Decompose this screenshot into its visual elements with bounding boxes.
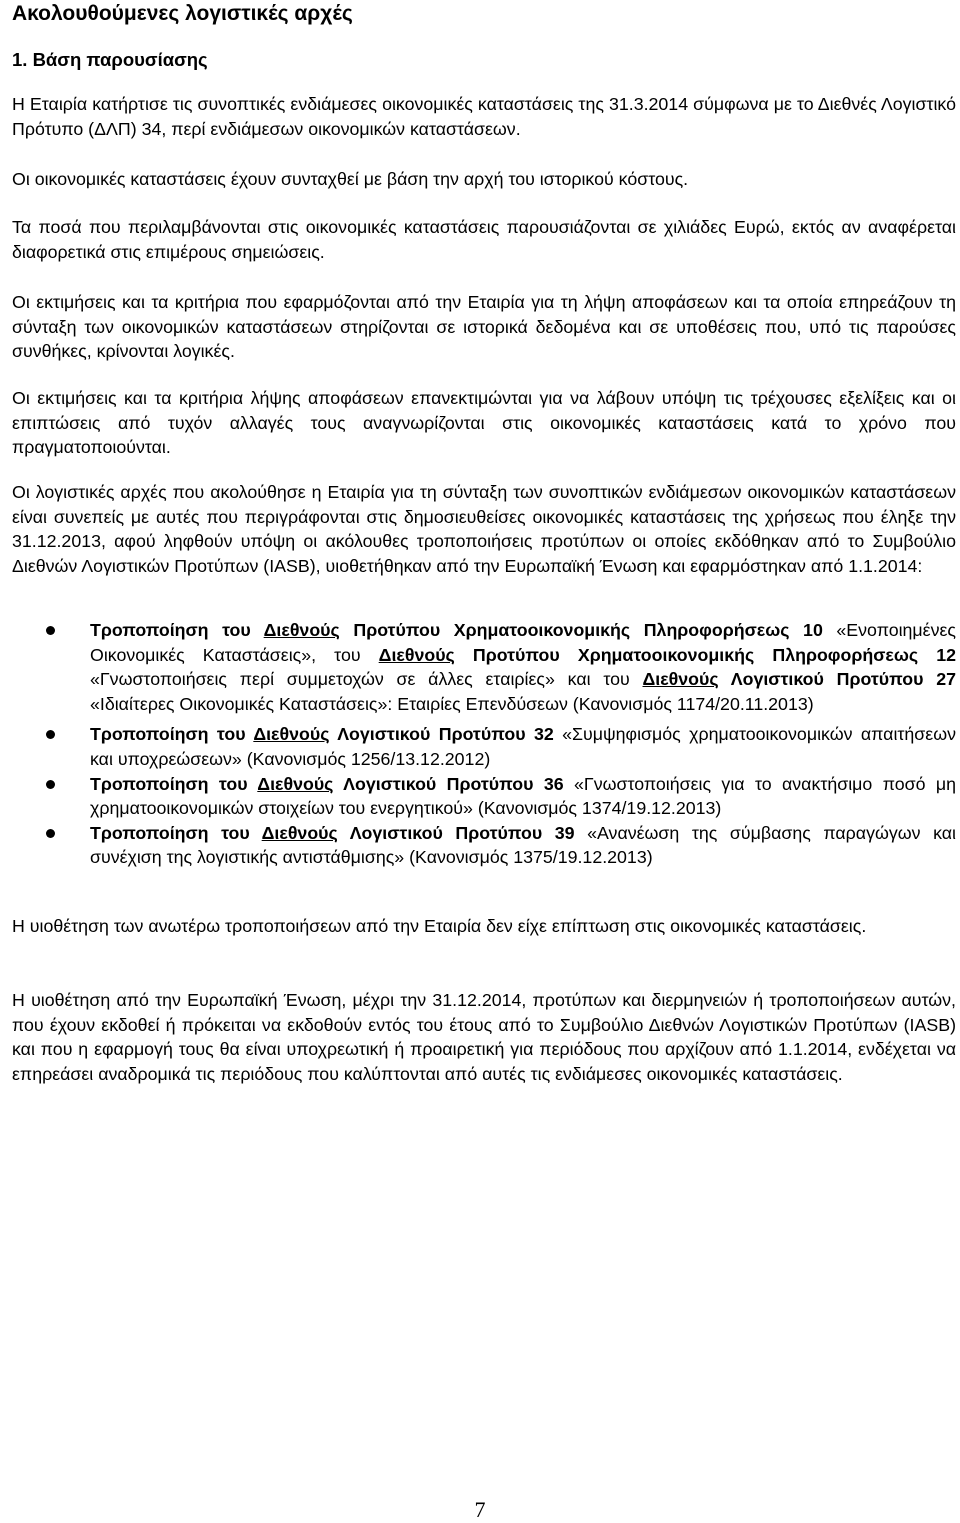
list-item [12,821,956,870]
bullet-icon [46,829,55,838]
paragraph-adoption-impact: Η υιοθέτηση των ανωτέρω τροποποιήσεων από την Εταιρία δεν είχε επίπτωση στις οικονομικές καταστάσεις. [12,916,867,936]
list-item-underlined: Διεθνούς [257,773,334,794]
list-item-bold: Λογιστικού Προτύπου 27 [718,669,957,690]
section-heading: 1. Βάση παρουσίασης [12,49,208,70]
page-title: Ακολουθούμενες λογιστικές αρχές [12,2,353,25]
paragraph-historical-cost: Οι οικονομικές καταστάσεις έχουν συνταχθεί με βάση την αρχή του ιστορικού κόστους. [12,169,689,189]
list-item-bold: Τροποποίηση του [90,773,258,794]
list-item-underlined: Διεθνούς [378,644,455,665]
list-item-text: «Γνωστοποιήσεις για το ανακτήσιμο ποσό μη χρηματοοικονομικών στοιχείων του ενεργητικού» (Κανονισμός 1374/19.12.2013) [90,773,956,819]
list-item-underlined: Διεθνούς [642,669,719,690]
bullet-icon [46,730,55,739]
amendments-list [12,618,956,870]
list-item-bold: Προτύπου Χρηματοοικονομικής Πληροφορήσεως 10 [339,620,823,640]
list-item-bold: Προτύπου Χρηματοοικονομικής Πληροφορήσεως 12 [454,644,956,665]
list-item-text: «Ανανέωση της σύμβασης παραγώγων και συνέχιση της λογιστικής αντιστάθμισης» (Κανονισμός 1375/19.12.2013) [90,822,956,868]
paragraph-reassessment: Οι εκτιμήσεις και τα κριτήρια λήψης αποφάσεων επανεκτιμώνται για να λάβουν υπόψη τις τρέχουσες εξελίξεις και οι επιπτώσεις από τυχόν αλλαγές τους αναγνωρίζονται στις οικονομικές καταστάσεις κατά το χρόνο που πραγματοποιούνται. [12,388,956,458]
list-item [12,722,956,771]
list-item-underlined: Διεθνούς [253,724,330,745]
list-item-text: «Ιδιαίτερες Οικονομικές Καταστάσεις»: Εταιρίες Επενδύσεων (Κανονισμός 1174/20.11.2013) [90,693,814,714]
bullet-icon [46,626,55,635]
list-item-text: «Γνωστοποιήσεις περί συμμετοχών σε άλλες εταιρίες» και του [90,669,643,690]
list-item-text: «Συμψηφισμός χρηματοοικονομικών απαιτήσεων και υποχρεώσεων» (Κανονισμός 1256/13.12.2012) [90,724,956,769]
paragraph-basis: Η Εταιρία κατήρτισε τις συνοπτικές ενδιάμεσες οικονομικές καταστάσεις της 31.3.2014 σύμφωνα με το Διεθνές Λογιστικό Πρότυπο (ΔΛΠ) 34, περί ενδιάμεσων οικονομικών καταστάσεων. [12,94,956,139]
list-item [12,618,956,716]
list-item-underlined: Διεθνούς [263,620,340,640]
list-item-bold: Τροποποίηση του [90,620,264,640]
list-item-bold: Λογιστικού Προτύπου 36 [333,773,564,794]
list-item-bold: Τροποποίηση του [90,724,254,745]
list-item-bold: Λογιστικού Προτύπου 32 [329,724,554,745]
bullet-icon [46,780,55,789]
paragraph-accounting-policies: Οι λογιστικές αρχές που ακολούθησε η Εταιρία για τη σύνταξη των συνοπτικών ενδιάμεσων οικονομικών καταστάσεων είναι συνεπείς με αυτές που περιγράφονται στις δημοσιευθείσες οικονομικές καταστάσεις της χρήσεως που έληξε την 31.12.2013, αφού ληφθούν υπόψη οι ακόλουθες τροποποιήσεις προτύπων οι οποίες εκδόθηκαν από το Συμβούλιο Διεθνών Λογιστικών Προτύπων (IASB), υιοθετήθηκαν από την Ευρωπαϊκή Ένωση και εφαρμόστηκαν από 1.1.2014: [12,482,956,576]
list-item-bold: Τροποποίηση του [90,822,262,843]
list-item-underlined: Διεθνούς [261,822,338,843]
paragraph-currency: Τα ποσά που περιλαμβάνονται στις οικονομικές καταστάσεις παρουσιάζονται σε χιλιάδες Ευρώ, εκτός αν αναφέρεται διαφορετικά στις επιμέρους σημειώσεις. [12,217,956,262]
list-item-bold: Λογιστικού Προτύπου 39 [337,822,575,843]
page-number: 7 [474,1497,486,1522]
paragraph-future-adoption: Η υιοθέτηση από την Ευρωπαϊκή Ένωση, μέχρι την 31.12.2014, προτύπων και διερμηνειών ή τροποποιήσεων αυτών, που έχουν εκδοθεί ή πρόκειται να εκδοθούν εντός του έτους από το Συμβούλιο Διεθνών Λογιστικών Προτύπων (IASB) και που η εφαρμογή τους θα είναι υποχρεωτική ή προαιρετική για περιόδους που αρχίζουν από 1.1.2014, ενδέχεται να επηρεάσει αναδρομικά τις περιόδους που καλύπτονται από αυτές τις ενδιάμεσες οικονομικές καταστάσεις. [12,990,956,1084]
paragraph-estimates: Οι εκτιμήσεις και τα κριτήρια που εφαρμόζονται από την Εταιρία για τη λήψη αποφάσεων και τα οποία επηρεάζουν τη σύνταξη των οικονομικών καταστάσεων στηρίζονται σε ιστορικά δεδομένα και σε υποθέσεις που, υπό τις παρούσες συνθήκες, κρίνονται λογικές. [12,292,956,362]
list-item-text: «Ενοποιημένες Οικονομικές Καταστάσεις», του [90,620,956,665]
list-item [12,772,956,821]
